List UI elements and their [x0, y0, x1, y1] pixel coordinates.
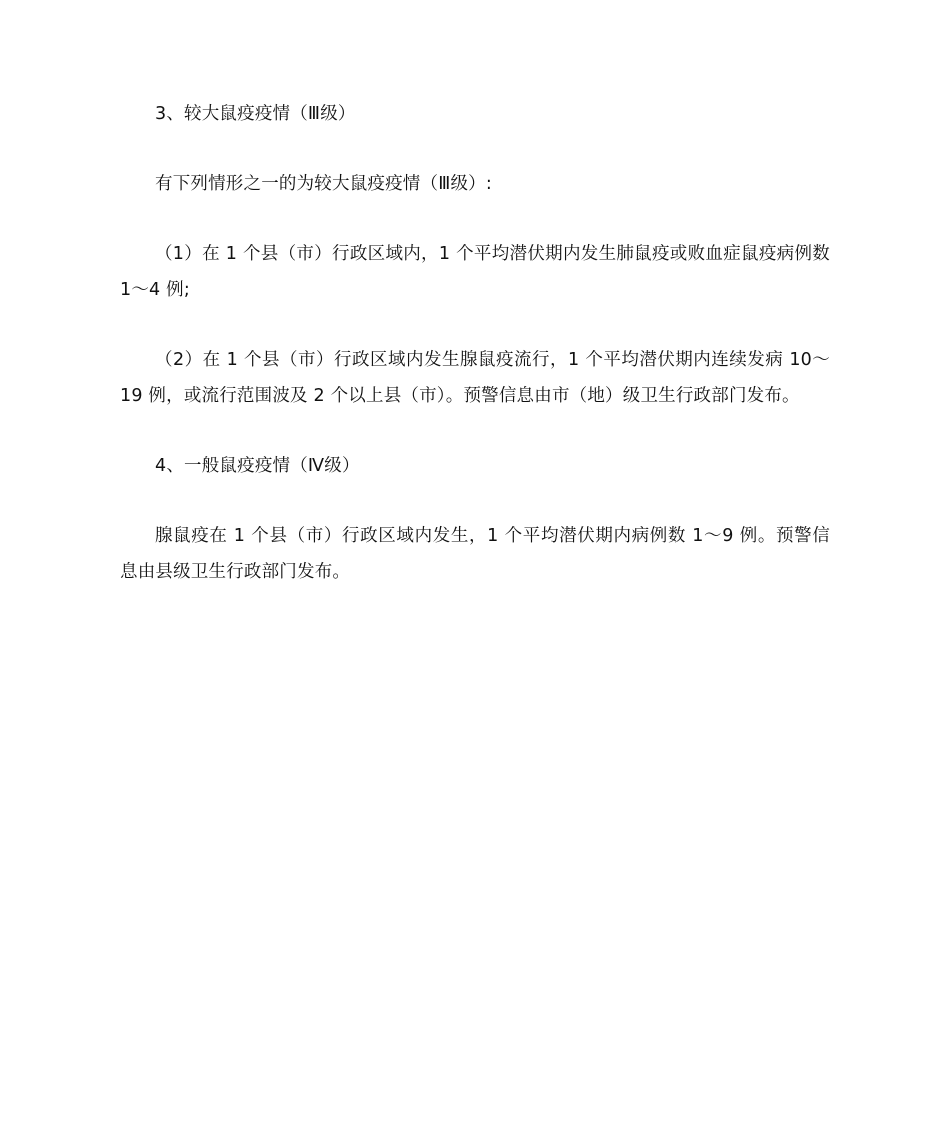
paragraph-level-3-item-1: （1）在 1 个县（市）行政区域内，1 个平均潜伏期内发生肺鼠疫或败血症鼠疫病例数 1～4 例;: [120, 244, 830, 300]
paragraph-level-4-body: 腺鼠疫在 1 个县（市）行政区域内发生，1 个平均潜伏期内病例数 1～9 例。预警信息由县级卫生行政部门发布。: [120, 526, 830, 582]
section-heading-level-3: 3、较大鼠疫疫情（Ⅲ级）: [155, 104, 356, 124]
section-heading-level-4: 4、一般鼠疫疫情（Ⅳ级）: [155, 456, 360, 476]
paragraph-level-3-intro: 有下列情形之一的为较大鼠疫疫情（Ⅲ级）:: [155, 174, 492, 194]
document-body: [120, 96, 830, 590]
paragraph-level-3-item-2: （2）在 1 个县（市）行政区域内发生腺鼠疫流行，1 个平均潜伏期内连续发病 10～19 例，或流行范围波及 2 个以上县（市）。预警信息由市（地）级卫生行政部门发布。: [120, 350, 830, 406]
